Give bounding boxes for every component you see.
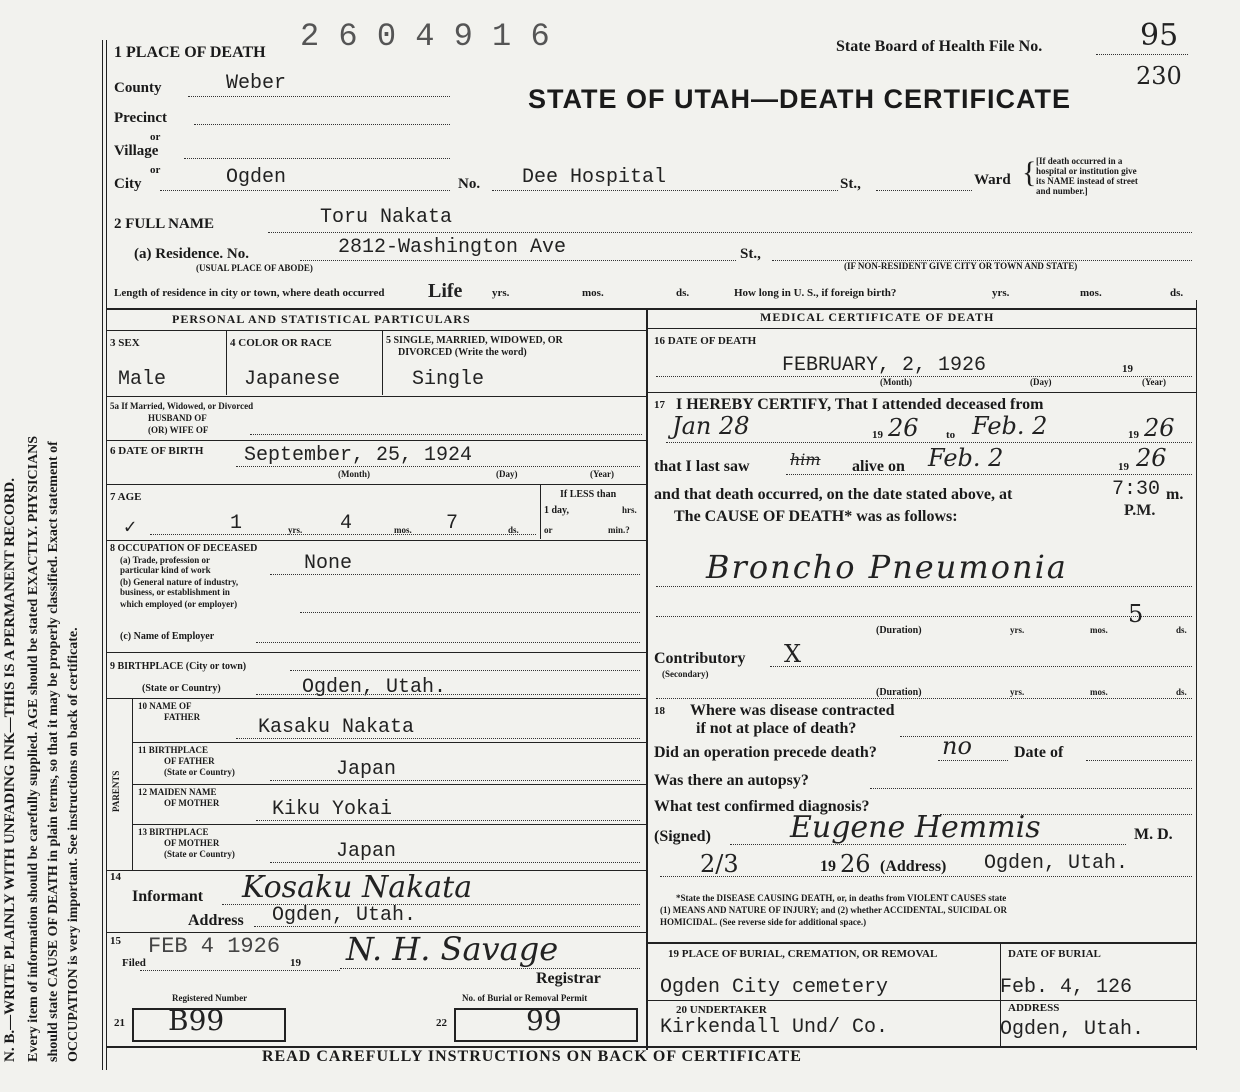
- death-occurred-label: and that death occurred, on the date stated above, at: [654, 486, 1013, 503]
- sex-value: Male: [118, 368, 167, 391]
- occupation-a-1: (a) Trade, profession or: [120, 555, 210, 565]
- city-value: Ogden: [226, 166, 287, 189]
- age-mos-label: mos.: [394, 525, 412, 535]
- filed-19: 19: [290, 957, 301, 969]
- frame-left: [102, 40, 103, 1070]
- father-bp-label-3: (State or Country): [164, 767, 235, 777]
- cause-label: The CAUSE OF DEATH* was as follows:: [674, 508, 958, 525]
- how-long-mos-label: mos.: [1080, 287, 1102, 299]
- ward-note: [If death occurred in a hospital or institution give its NAME instead of street and number.]: [1036, 156, 1138, 196]
- registrar-signature: N. H. Savage: [346, 930, 559, 968]
- mother-name: Kiku Yokai: [272, 798, 393, 821]
- color-value: Japanese: [244, 368, 341, 391]
- less-than-or-label: or: [544, 525, 553, 535]
- ward-brace: {: [1022, 156, 1037, 189]
- mother-bp-label-3: (State or Country): [164, 849, 235, 859]
- medical-section-title: MEDICAL CERTIFICATE OF DEATH: [760, 310, 995, 324]
- mother-label-2: OF MOTHER: [164, 798, 220, 808]
- frame-left-inner: [106, 40, 107, 1070]
- death-time: 7:30: [1112, 478, 1161, 501]
- spouse-label-2: HUSBAND OF: [148, 413, 207, 423]
- time-suffix: m.: [1166, 486, 1184, 503]
- dob-month-note: (Month): [338, 469, 370, 479]
- contributory-value: X: [784, 640, 802, 668]
- filed-number: 15: [110, 935, 121, 947]
- signed-year: 26: [840, 850, 871, 878]
- length-ds-label: ds.: [676, 287, 690, 299]
- occupation-a-2: particular kind of work: [120, 565, 211, 575]
- usual-abode-note: (USUAL PLACE OF ABODE): [196, 263, 313, 273]
- frame-mid-rule: [106, 308, 1196, 310]
- length-label: Length of residence in city or town, where death occurred: [114, 287, 385, 299]
- informant-label: Informant: [132, 888, 204, 905]
- dod-19: 19: [1122, 363, 1133, 375]
- how-long-label: How long in U. S., if foreign birth?: [734, 287, 897, 299]
- alive-on-label: alive on: [852, 458, 905, 475]
- file-no-label: State Board of Health File No.: [836, 38, 1043, 55]
- filed-label: Filed: [122, 957, 146, 969]
- age-ds-label: ds.: [508, 525, 519, 535]
- duration2-yrs: yrs.: [1010, 687, 1025, 697]
- less-than-min-label: min.?: [608, 525, 630, 535]
- occupation-value: None: [304, 552, 353, 575]
- full-name-label: 2 FULL NAME: [114, 216, 215, 232]
- residence-label: (a) Residence. No.: [134, 246, 249, 262]
- burial-place-value: Ogden City cemetery: [660, 976, 889, 999]
- nonresident-note: (IF NON-RESIDENT GIVE CITY OR TOWN AND STATE): [844, 261, 1078, 271]
- mother-label-1: 12 MAIDEN NAME: [138, 787, 217, 797]
- physician-address-label: (Address): [880, 858, 947, 875]
- certify-number: 17: [654, 399, 665, 411]
- less-than-hrs-label: hrs.: [622, 505, 637, 515]
- physician-address: Ogden, Utah.: [984, 852, 1129, 875]
- file-no: 95: [1140, 18, 1179, 53]
- length-yrs-label: yrs.: [492, 287, 510, 299]
- duration2-label: (Duration): [876, 687, 922, 698]
- dod-day-note: (Day): [1030, 377, 1052, 387]
- birthplace-value: Ogden, Utah.: [302, 676, 447, 699]
- dob-year-note: (Year): [590, 469, 614, 479]
- hospital-value: Dee Hospital: [522, 166, 667, 189]
- signed-label: (Signed): [654, 828, 711, 845]
- duration2-ds: ds.: [1176, 687, 1187, 697]
- test-label: What test confirmed diagnosis?: [654, 798, 870, 815]
- frame-right: [1196, 300, 1197, 1050]
- spouse-label-1: 5a If Married, Widowed, or Divorced: [110, 401, 254, 411]
- frame-center-divider: [646, 308, 648, 1050]
- age-years: 1: [230, 512, 243, 535]
- length-mos-label: mos.: [582, 287, 604, 299]
- burial-permit-label: No. of Burial or Removal Permit: [462, 993, 588, 1003]
- length-value: Life: [428, 280, 463, 302]
- age-months: 4: [340, 512, 353, 535]
- last-saw-year: 26: [1136, 444, 1167, 472]
- operation-label: Did an operation precede death?: [654, 744, 877, 761]
- date-of-label: Date of: [1014, 744, 1064, 761]
- age-days: 7: [446, 512, 459, 535]
- dob-value: September, 25, 1924: [244, 444, 473, 467]
- last-saw-him: him: [790, 450, 821, 469]
- page-title: STATE OF UTAH—DEATH CERTIFICATE: [528, 84, 1071, 114]
- duration-mos: mos.: [1090, 625, 1108, 635]
- contributory-label: Contributory: [654, 650, 746, 667]
- dob-day-note: (Day): [496, 469, 518, 479]
- occupation-b-1: (b) General nature of industry,: [120, 577, 239, 587]
- last-saw-19: 19: [1118, 461, 1129, 473]
- occupation-b-3: which employed (or employer): [120, 599, 238, 609]
- time-pm: P.M.: [1124, 502, 1156, 519]
- md-label: M. D.: [1134, 826, 1173, 843]
- dod-month-note: (Month): [880, 377, 912, 387]
- place-of-death-label: 1 PLACE OF DEATH: [114, 44, 266, 61]
- precinct-label: Precinct: [114, 110, 168, 126]
- county-label: County: [114, 80, 162, 96]
- last-saw-date: Feb. 2: [928, 444, 1004, 472]
- mother-bp-label-2: OF MOTHER: [164, 838, 220, 848]
- sidebar-line-3: should state CAUSE OF DEATH in plain terms, so that it may be properly classified. Exact statement of: [46, 441, 61, 1062]
- dod-label: 16 DATE OF DEATH: [654, 335, 757, 347]
- q18-number: 18: [654, 705, 665, 717]
- autopsy-label: Was there an autopsy?: [654, 772, 809, 789]
- q18-line-2: if not at place of death?: [696, 720, 857, 737]
- father-bp-label-2: OF FATHER: [164, 756, 215, 766]
- dod-value: FEBRUARY, 2, 1926: [782, 354, 987, 377]
- sidebar-line-1: N. B.—WRITE PLAINLY WITH UNFADING INK—THIS IS A PERMANENT RECORD.: [2, 478, 18, 1062]
- undertaker-address-label: ADDRESS: [1008, 1002, 1060, 1014]
- attended-from-date: Jan 28: [672, 412, 750, 440]
- or-label-2: or: [150, 164, 161, 176]
- birthplace-label: 9 BIRTHPLACE (City or town): [110, 661, 247, 672]
- ward-label: Ward: [974, 172, 1011, 188]
- burial-place-label: 19 PLACE OF BURIAL, CREMATION, OR REMOVAL: [668, 948, 938, 960]
- burial-date-label: DATE OF BURIAL: [1008, 948, 1101, 960]
- signed-date: 2/3: [700, 850, 739, 878]
- father-birthplace: Japan: [336, 758, 397, 781]
- from-year: 26: [888, 414, 919, 442]
- footnote-line-2: (1) MEANS AND NATURE OF INJURY; and (2) whether ACCIDENTAL, SUICIDAL OR: [660, 905, 1008, 915]
- informant-number: 14: [110, 871, 121, 883]
- age-yrs-label: yrs.: [288, 525, 303, 535]
- parents-side-label: PARENTS: [111, 770, 121, 812]
- duration-ds: ds.: [1176, 625, 1187, 635]
- spouse-label-3: (OR) WIFE OF: [148, 425, 209, 435]
- footnote-line-3: HOMICIDAL. (See reverse side for additional space.): [660, 917, 867, 927]
- footer-instructions: READ CAREFULLY INSTRUCTIONS ON BACK OF CERTIFICATE: [262, 1048, 802, 1065]
- no-label: No.: [458, 176, 481, 192]
- marital-value: Single: [412, 368, 485, 391]
- sex-label: 3 SEX: [110, 337, 140, 349]
- q18-line-1: Where was disease contracted: [690, 702, 895, 719]
- undertaker-label: 20 UNDERTAKER: [676, 1004, 767, 1016]
- filed-stamp: FEB 4 1926: [148, 934, 281, 959]
- last-saw-label: that I last saw: [654, 458, 750, 475]
- dod-year-note: (Year): [1142, 377, 1166, 387]
- color-label: 4 COLOR OR RACE: [230, 337, 332, 349]
- how-long-yrs-label: yrs.: [992, 287, 1010, 299]
- burial-date-value: Feb. 4, 126: [1000, 976, 1133, 999]
- res-st-label: St.,: [740, 246, 761, 262]
- registered-number-index: 21: [114, 1017, 125, 1029]
- operation-value: no: [942, 732, 972, 760]
- to-year: 26: [1144, 414, 1175, 442]
- informant-address-label: Address: [188, 912, 244, 929]
- marital-label-1: 5 SINGLE, MARRIED, WIDOWED, OR: [386, 335, 563, 346]
- full-name-value: Toru Nakata: [320, 206, 453, 229]
- how-long-ds-label: ds.: [1170, 287, 1184, 299]
- cause-of-death: Broncho Pneumonia: [706, 548, 1068, 586]
- father-bp-label-1: 11 BIRTHPLACE: [138, 745, 208, 755]
- from-19: 19: [872, 429, 883, 441]
- undertaker-address: Ogden, Utah.: [1000, 1018, 1145, 1041]
- file-no-2: 230: [1136, 62, 1182, 90]
- registrar-label: Registrar: [536, 970, 601, 987]
- informant-address: Ogden, Utah.: [272, 904, 417, 927]
- age-label: 7 AGE: [110, 491, 142, 503]
- physician-signature: Eugene Hemmis: [790, 810, 1041, 845]
- personal-section-title: PERSONAL AND STATISTICAL PARTICULARS: [172, 312, 471, 326]
- mother-birthplace: Japan: [336, 840, 397, 863]
- sidebar-line-2: Every item of information should be carefully supplied. AGE should be stated EXACTLY. PHYSICIANS: [26, 435, 41, 1062]
- secondary-label: (Secondary): [662, 669, 709, 679]
- to-label: to: [946, 429, 956, 441]
- occupation-b-2: business, or establishment in: [120, 587, 230, 597]
- registered-number-value: B99: [168, 1004, 225, 1037]
- burial-permit-index: 22: [436, 1017, 447, 1029]
- father-name: Kasaku Nakata: [258, 716, 415, 739]
- city-label: City: [114, 176, 142, 192]
- or-label-1: or: [150, 131, 161, 143]
- occupation-label: 8 OCCUPATION OF DECEASED: [110, 543, 258, 554]
- signed-19: 19: [820, 858, 836, 875]
- registered-number-label: Registered Number: [172, 993, 248, 1003]
- footnote-line-1: *State the DISEASE CAUSING DEATH, or, in deaths from VIOLENT CAUSES state: [676, 893, 1007, 903]
- duration2-mos: mos.: [1090, 687, 1108, 697]
- employer-label: (c) Name of Employer: [120, 631, 215, 642]
- father-label-2: FATHER: [164, 712, 201, 722]
- undertaker-value: Kirkendall Und/ Co.: [660, 1016, 889, 1039]
- serial-number: 2 6 0 4 9 1 6: [300, 18, 550, 55]
- informant-signature: Kosaku Nakata: [242, 870, 473, 905]
- village-label: Village: [114, 143, 159, 159]
- mother-bp-label-1: 13 BIRTHPLACE: [138, 827, 209, 837]
- father-label-1: 10 NAME OF: [138, 701, 192, 711]
- duration-value: 5: [1128, 600, 1144, 628]
- county-value: Weber: [226, 72, 287, 95]
- st-label: St.,: [840, 176, 861, 192]
- attended-to-date: Feb. 2: [972, 412, 1048, 440]
- certify-statement: I HEREBY CERTIFY, That I attended deceased from: [676, 396, 1044, 413]
- sidebar-line-4: OCCUPATION is very important. See instructions on back of certificate.: [66, 627, 81, 1062]
- birthplace-state-label: (State or Country): [142, 683, 221, 694]
- to-19: 19: [1128, 429, 1139, 441]
- duration-yrs: yrs.: [1010, 625, 1025, 635]
- burial-permit-value: 99: [526, 1004, 562, 1037]
- age-check: ✓: [124, 517, 137, 540]
- less-than-day-label: 1 day,: [544, 505, 570, 516]
- marital-label-2: DIVORCED (Write the word): [398, 347, 527, 358]
- dob-label: 6 DATE OF BIRTH: [110, 445, 204, 457]
- duration-label: (Duration): [876, 625, 922, 636]
- residence-value: 2812-Washington Ave: [338, 236, 567, 259]
- less-than-label: If LESS than: [560, 489, 617, 500]
